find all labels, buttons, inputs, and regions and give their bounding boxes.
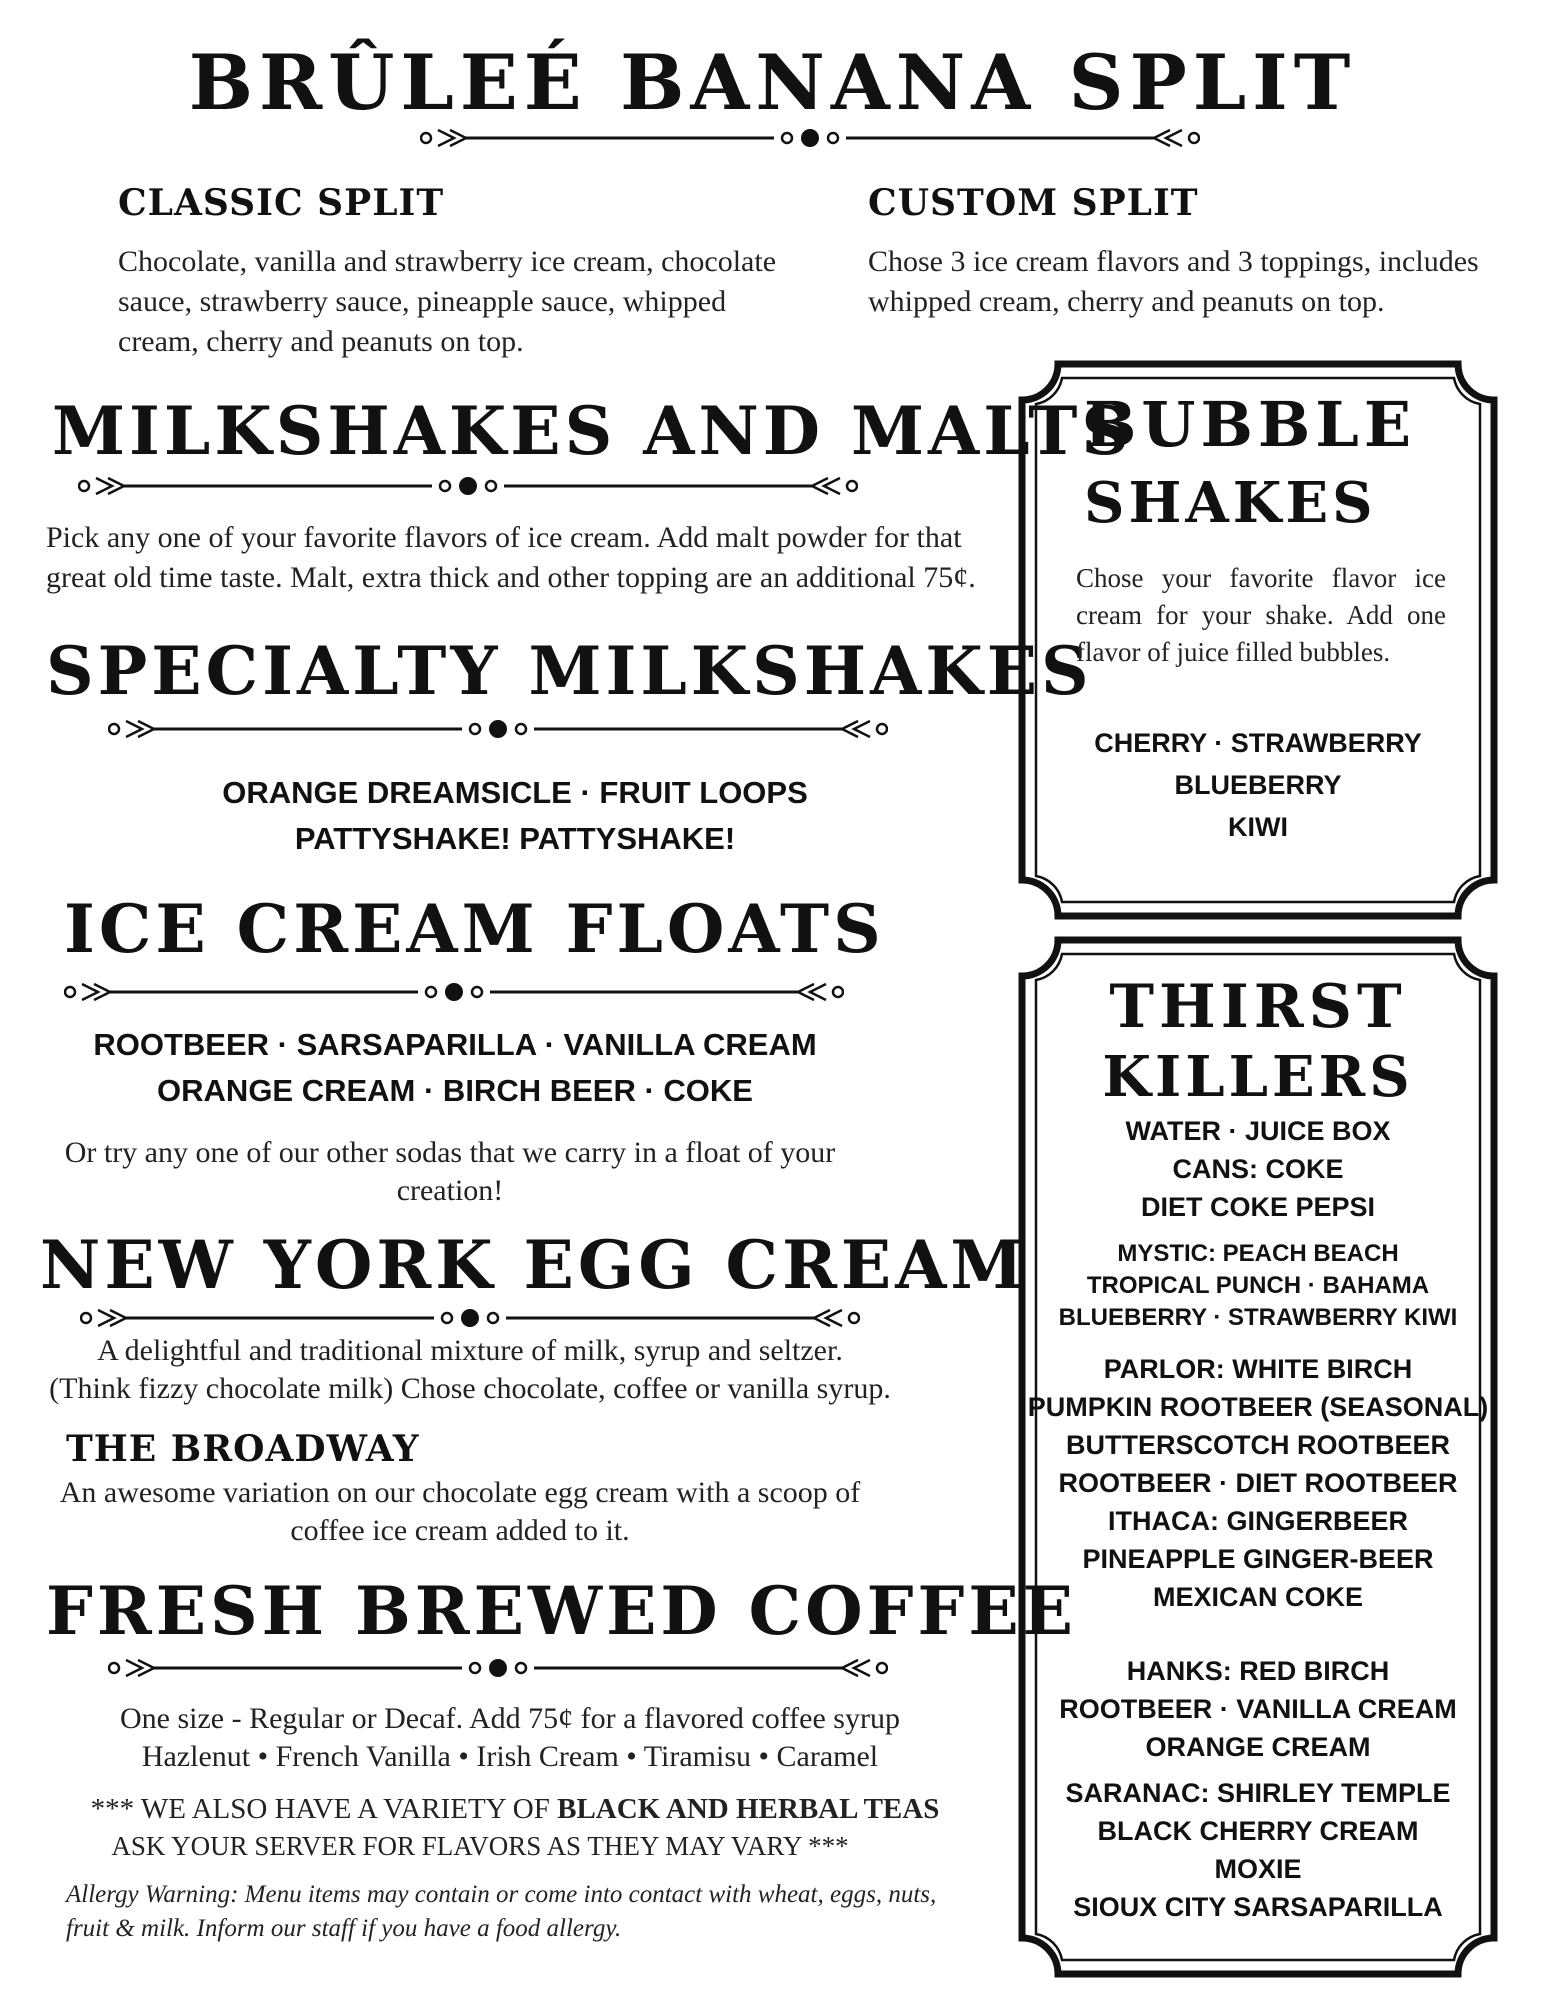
coffee-description-1: One size - Regular or Decaf. Add 75¢ for a flavored coffee syrup	[120, 1702, 900, 1735]
thirst-item: CANS: COKE	[1172, 1154, 1344, 1184]
thirst-item: PINEAPPLE GINGER-BEER	[1082, 1544, 1434, 1574]
floats-heading: ICE CREAM FLOATS	[64, 890, 885, 968]
teas-line-2: ASK YOUR SERVER FOR FLAVORS AS THEY MAY VARY ***	[111, 1831, 849, 1861]
thirst-item: DIET COKE PEPSI	[1140, 1192, 1376, 1222]
floats-description: Or try any one of our other sodas that we carry in a float of your creation!	[64, 1136, 836, 1207]
custom-split-heading: CUSTOM SPLIT	[868, 182, 1199, 224]
egg-cream-divider	[80, 1306, 860, 1330]
classic-split-heading: CLASSIC SPLIT	[118, 182, 445, 224]
thirst-group-hanks	[1018, 1652, 1498, 1766]
thirst-group-parlor	[1018, 1350, 1498, 1616]
bubble-flavor-2: BLUEBERRY	[1174, 770, 1342, 800]
thirst-item: SIOUX CITY SARSAPARILLA	[1073, 1892, 1443, 1922]
specialty-line-1: ORANGE DREAMSICLE · FRUIT LOOPS	[222, 775, 808, 810]
bubble-heading-1: BUBBLE	[1084, 388, 1417, 461]
thirst-killers-box	[1018, 936, 1498, 1978]
thirst-item: ITHACA: GINGERBEER	[1107, 1506, 1408, 1536]
page-title: BRÛLEÉ BANANA SPLIT	[188, 38, 1357, 127]
classic-split-description: Chocolate, vanilla and strawberry ice cream, chocolate sauce, strawberry sauce, pineapple sauce, whipped cream, cherry and peanuts on top.	[118, 245, 777, 358]
thirst-item: MOXIE	[1214, 1854, 1302, 1884]
floats-line-2: ORANGE CREAM · BIRCH BEER · COKE	[157, 1073, 753, 1108]
thirst-group-basics	[1018, 1112, 1498, 1226]
specialty-line-2: PATTYSHAKE! PATTYSHAKE!	[294, 821, 736, 856]
milkshakes-description: Pick any one of your favorite flavors of ice cream. Add malt powder for that great old time taste. Malt, extra thick and other topping are an additional 75¢.	[46, 521, 976, 594]
bubble-description: Chose your favorite flavor ice cream for your shake. Add one flavor of juice filled bubbles.	[1076, 563, 1446, 667]
teas-line-1-bold: BLACK AND HERBAL TEAS	[557, 1793, 940, 1825]
thirst-item: ROOTBEER · VANILLA CREAM	[1059, 1694, 1457, 1724]
thirst-item: WATER · JUICE BOX	[1125, 1116, 1391, 1146]
thirst-heading-1: THIRST	[1109, 972, 1407, 1042]
thirst-group-saranac	[1018, 1774, 1498, 1926]
teas-line-1-prefix: *** WE ALSO HAVE A VARIETY OF	[90, 1793, 558, 1825]
thirst-item: PARLOR: WHITE BIRCH	[1103, 1354, 1413, 1384]
teas-line-1	[20, 1790, 1010, 1828]
custom-split-description: Chose 3 ice cream flavors and 3 toppings, includes whipped cream, cherry and peanuts on top.	[868, 245, 1479, 318]
coffee-description-2: Hazlenut • French Vanilla • Irish Cream • Tiramisu • Caramel	[141, 1740, 879, 1773]
egg-cream-description-2: (Think fizzy chocolate milk) Chose chocolate, coffee or vanilla syrup.	[49, 1372, 891, 1405]
thirst-item: BLACK CHERRY CREAM	[1097, 1816, 1419, 1846]
thirst-item: ORANGE CREAM	[1145, 1732, 1371, 1762]
thirst-group-mystic	[1018, 1238, 1498, 1334]
specialty-divider	[108, 717, 888, 741]
thirst-item: BLUEBERRY · STRAWBERRY KIWI	[1058, 1304, 1458, 1331]
bubble-flavor-1: CHERRY · STRAWBERRY	[1094, 728, 1422, 758]
specialty-heading: SPECIALTY MILKSHAKES	[46, 632, 1093, 710]
bubble-heading-2: SHAKES	[1084, 470, 1377, 536]
thirst-item: PUMPKIN ROOTBEER (SEASONAL)	[1027, 1392, 1489, 1422]
bubble-shakes-box	[1018, 360, 1498, 920]
thirst-item: MEXICAN COKE	[1152, 1582, 1363, 1612]
thirst-item: HANKS: RED BIRCH	[1126, 1656, 1390, 1686]
title-divider	[420, 126, 1200, 150]
thirst-item: MYSTIC: PEACH BEACH	[1117, 1240, 1399, 1267]
thirst-item: ROOTBEER · DIET ROOTBEER	[1058, 1468, 1458, 1498]
floats-line-1: ROOTBEER · SARSAPARILLA · VANILLA CREAM	[93, 1027, 817, 1062]
egg-cream-heading: NEW YORK EGG CREAM	[40, 1226, 1028, 1304]
thirst-item: TROPICAL PUNCH · BAHAMA	[1086, 1272, 1430, 1299]
coffee-divider	[108, 1656, 888, 1680]
egg-cream-description-1: A delightful and traditional mixture of milk, syrup and seltzer.	[97, 1334, 843, 1367]
milkshakes-heading: MILKSHAKES AND MALTS	[52, 392, 1134, 470]
thirst-item: SARANAC: SHIRLEY TEMPLE	[1065, 1778, 1451, 1808]
bubble-flavor-3: KIWI	[1228, 812, 1288, 842]
broadway-description: An awesome variation on our chocolate egg cream with a scoop of coffee ice cream added to it.	[59, 1476, 861, 1547]
allergy-warning-2: fruit & milk. Inform our staff if you have a food allergy.	[66, 1915, 622, 1942]
broadway-heading: THE BROADWAY	[66, 1428, 420, 1470]
bubble-flavors	[1018, 722, 1498, 848]
floats-divider	[64, 980, 844, 1004]
allergy-warning-1: Allergy Warning: Menu items may contain or come into contact with wheat, eggs, nuts,	[66, 1881, 937, 1908]
thirst-item: BUTTERSCOTCH ROOTBEER	[1066, 1430, 1450, 1460]
thirst-heading-2: KILLERS	[1102, 1044, 1414, 1110]
milkshakes-divider	[78, 474, 858, 498]
coffee-heading: FRESH BREWED COFFEE	[46, 1572, 1077, 1650]
